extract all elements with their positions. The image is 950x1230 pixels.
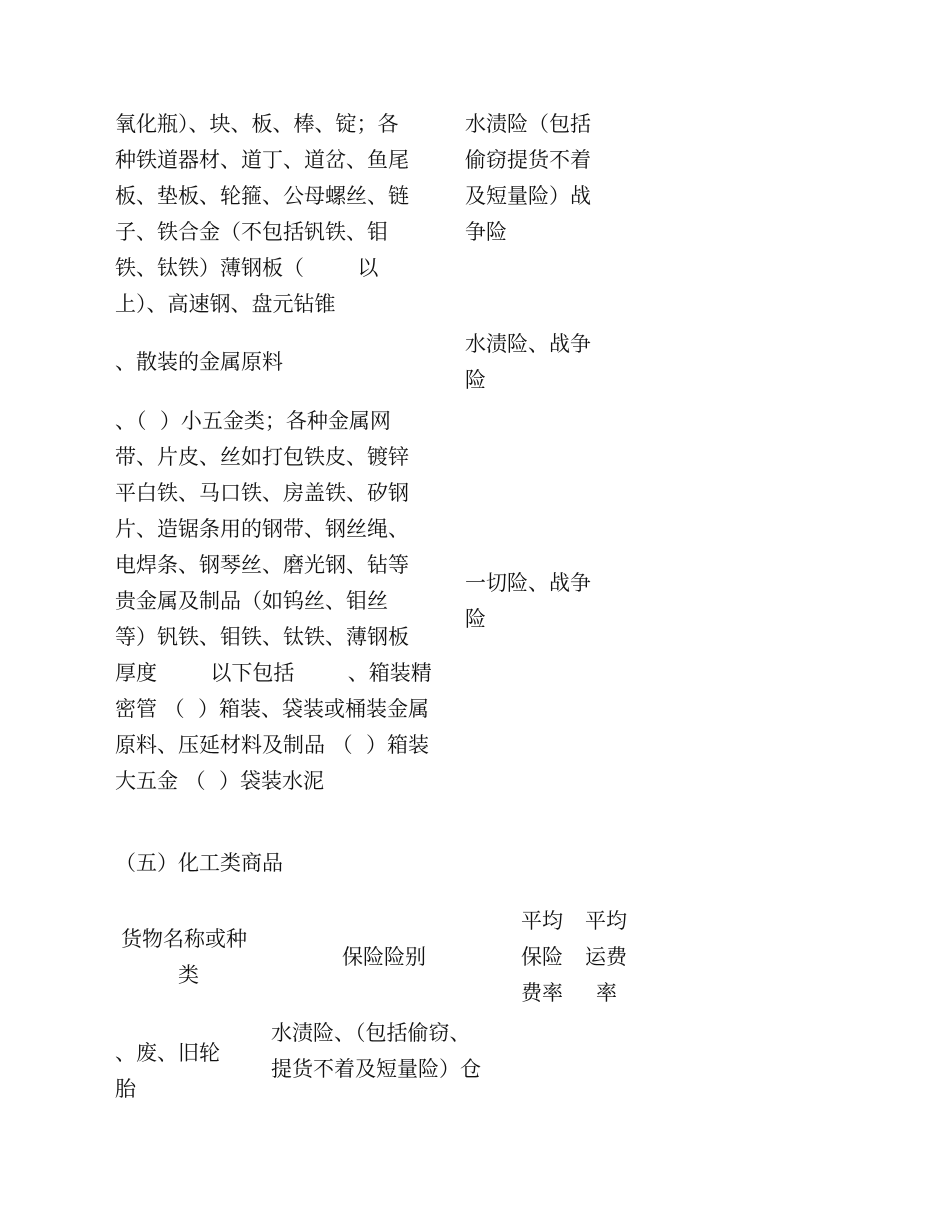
insurance-line: 水渍险（包括 xyxy=(465,112,591,136)
goods-line: 胎 xyxy=(115,1077,136,1101)
insurance-line: 险 xyxy=(465,368,486,392)
goods-line: 氧化瓶）、块、板、棒、锭；各 xyxy=(115,112,399,136)
goods-line: 密管 （ ）箱装、袋装或桶装金属 xyxy=(115,697,430,721)
section-heading: （五）化工类商品 xyxy=(115,851,283,875)
header-premium-line: 平均 xyxy=(521,909,563,933)
insurance-line: 一切险、战争 xyxy=(465,571,591,595)
goods-line: 带、片皮、丝如打包铁皮、镀锌 xyxy=(115,445,409,469)
insurance-line: 争险 xyxy=(465,220,507,244)
goods-line: 贵金属及制品（如钨丝、钼丝 xyxy=(115,589,388,613)
header-goods-line: 货物名称或种 xyxy=(121,927,247,951)
insurance-line: 水渍险、（包括偷窃、 xyxy=(271,1021,471,1045)
header-goods-line: 类 xyxy=(178,963,199,987)
header-premium-line: 费率 xyxy=(521,981,563,1005)
goods-line: 平白铁、马口铁、房盖铁、矽钢 xyxy=(115,481,409,505)
header-freight-line: 率 xyxy=(596,981,617,1005)
header-freight-line: 平均 xyxy=(585,909,627,933)
insurance-line: 及短量险）战 xyxy=(465,184,591,208)
goods-line: 、（ ）小五金类；各种金属网 xyxy=(115,409,391,433)
goods-line: 上）、高速钢、盘元钻锥 xyxy=(115,292,336,316)
insurance-line: 水渍险、战争 xyxy=(465,332,591,356)
goods-line: 原料、压延材料及制品 （ ）箱装 xyxy=(115,733,430,757)
insurance-line: 偷窃提货不着 xyxy=(465,148,591,172)
header-insurance: 保险险别 xyxy=(342,945,426,969)
goods-line: 片、造锯条用的钢带、钢丝绳、 xyxy=(115,517,409,541)
goods-line: 电焊条、钢琴丝、磨光钢、钻等 xyxy=(115,553,409,577)
goods-line: 大五金 （ ）袋装水泥 xyxy=(115,769,325,793)
goods-line: 子、铁合金（不包括钒铁、钼 xyxy=(115,220,388,244)
insurance-line: 提货不着及短量险）仓 xyxy=(271,1057,481,1081)
goods-line: 、废、旧轮 xyxy=(115,1041,220,1065)
goods-line: 厚度 以下包括 、箱装精 xyxy=(115,661,432,685)
header-freight-line: 运费 xyxy=(585,945,627,969)
goods-line: 种铁道器材、道丁、道岔、鱼尾 xyxy=(115,148,409,172)
goods-line: 铁、钛铁）薄钢板（ 以 xyxy=(115,256,379,280)
goods-line: 、散装的金属原料 xyxy=(115,350,283,374)
goods-line: 板、垫板、轮箍、公母螺丝、链 xyxy=(115,184,409,208)
goods-line: 等）钒铁、钼铁、钛铁、薄钢板 xyxy=(115,625,409,649)
insurance-line: 险 xyxy=(465,607,486,631)
header-premium-line: 保险 xyxy=(521,945,563,969)
